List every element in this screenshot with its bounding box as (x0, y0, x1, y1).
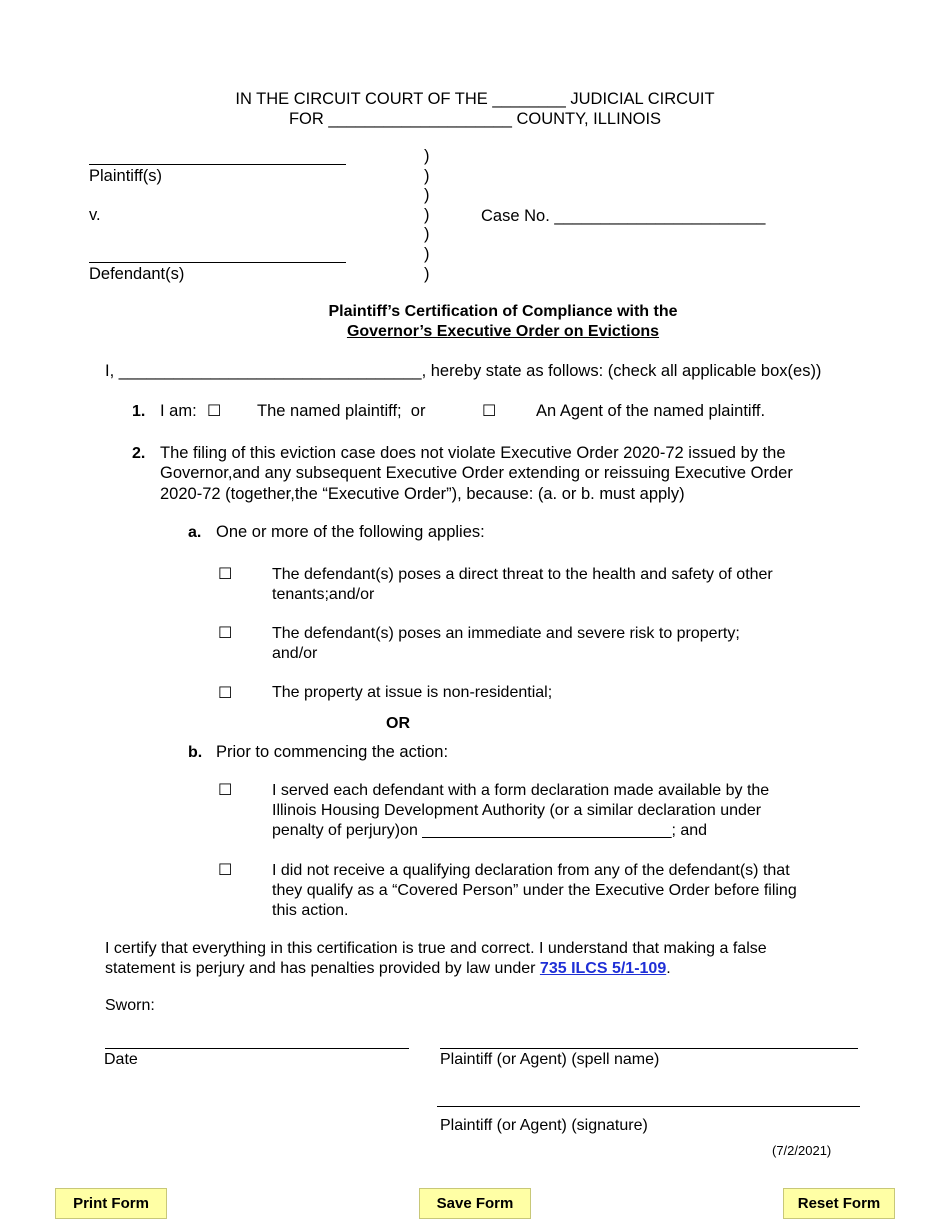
checkbox-property-risk[interactable]: ☐ (218, 623, 233, 642)
checkbox-named-plaintiff[interactable]: ☐ (207, 401, 222, 420)
signature-line[interactable] (437, 1106, 860, 1107)
item2-text: Governor,and any subsequent Executive Order extending or reissuing Executive Order (160, 464, 793, 482)
item1-number: 1. (132, 403, 146, 420)
case-number-field[interactable]: Case No. _______________________ (481, 207, 766, 225)
caption-paren: ) (424, 225, 430, 243)
plaintiff-label: Plaintiff(s) (89, 167, 163, 185)
caption-paren: ) (424, 265, 430, 283)
caption-paren: ) (424, 186, 430, 204)
document-title-line2: Governor’s Executive Order on Evictions (346, 323, 660, 340)
caption-paren: ) (424, 167, 430, 185)
option-non-residential: The property at issue is non-residential; (272, 684, 553, 701)
checkbox-direct-threat[interactable]: ☐ (218, 564, 233, 583)
date-label: Date (104, 1051, 138, 1068)
option-direct-threat: tenants;and/or (272, 586, 375, 603)
item1-lead: I am: (160, 402, 197, 420)
option-no-declaration: they qualify as a “Covered Person” under the Executive Order before filing (272, 882, 797, 899)
plaintiff-name-line[interactable] (89, 164, 346, 165)
defendant-name-line[interactable] (89, 262, 346, 263)
spell-name-line[interactable] (440, 1048, 858, 1049)
statute-link[interactable]: 735 ILCS 5/1-109 (539, 960, 667, 977)
option-no-declaration: I did not receive a qualifying declaration from any of the defendant(s) that (272, 862, 790, 879)
option-named-plaintiff: The named plaintiff; or (257, 402, 426, 420)
section-b-letter: b. (188, 744, 203, 761)
print-form-button[interactable]: Print Form (55, 1188, 167, 1219)
signature-label: Plaintiff (or Agent) (signature) (440, 1117, 648, 1134)
defendant-label: Defendant(s) (89, 265, 185, 283)
or-separator: OR (386, 715, 410, 732)
date-line[interactable] (105, 1048, 409, 1049)
versus-label: v. (89, 206, 101, 224)
option-agent: An Agent of the named plaintiff. (536, 402, 766, 420)
sworn-label: Sworn: (105, 997, 155, 1014)
certification-text-pre: statement is perjury and has penalties provided by law under (105, 960, 540, 977)
declarant-statement[interactable]: I, _________________________________, hereby state as follows: (check all applicable box(es)) (105, 362, 822, 380)
section-a-letter: a. (188, 524, 202, 541)
item2-text: 2020-72 (together,the “Executive Order”), because: (a. or b. must apply) (160, 485, 685, 503)
checkbox-no-declaration[interactable]: ☐ (218, 860, 233, 879)
item2-text: The filing of this eviction case does not violate Executive Order 2020-72 issued by the (160, 444, 786, 462)
option-direct-threat: The defendant(s) poses a direct threat to the health and safety of other (272, 566, 773, 583)
option-served-declaration-date[interactable]: penalty of perjury)on ____________________________; and (272, 822, 708, 839)
section-b-heading: Prior to commencing the action: (216, 743, 449, 761)
option-served-declaration: I served each defendant with a form declaration made available by the (272, 782, 770, 799)
reset-form-button[interactable]: Reset Form (783, 1188, 895, 1219)
certification-text-post: . (666, 960, 671, 977)
caption-paren: ) (424, 147, 430, 165)
court-header-line2: FOR ____________________ COUNTY, ILLINOIS (288, 110, 662, 128)
section-a-heading: One or more of the following applies: (216, 523, 485, 541)
caption-paren: ) (424, 206, 430, 224)
checkbox-served-declaration[interactable]: ☐ (218, 780, 233, 799)
caption-paren: ) (424, 245, 430, 263)
save-form-button[interactable]: Save Form (419, 1188, 531, 1219)
checkbox-non-residential[interactable]: ☐ (218, 683, 233, 702)
option-served-declaration: Illinois Housing Development Authority (or a similar declaration under (272, 802, 762, 819)
certification-text: I certify that everything in this certification is true and correct. I understand that making a false (105, 940, 767, 957)
certification-text (105, 959, 671, 979)
item2-number: 2. (132, 445, 146, 462)
document-title-line1: Plaintiff’s Certification of Compliance with the (328, 303, 678, 320)
option-property-risk: and/or (272, 645, 318, 662)
option-no-declaration: this action. (272, 902, 349, 919)
court-header-line1: IN THE CIRCUIT COURT OF THE ________ JUDICIAL CIRCUIT (235, 90, 715, 108)
checkbox-agent[interactable]: ☐ (482, 401, 497, 420)
revision-date: (7/2/2021) (772, 1143, 832, 1158)
option-property-risk: The defendant(s) poses an immediate and severe risk to property; (272, 625, 740, 642)
spell-name-label: Plaintiff (or Agent) (spell name) (440, 1051, 660, 1068)
